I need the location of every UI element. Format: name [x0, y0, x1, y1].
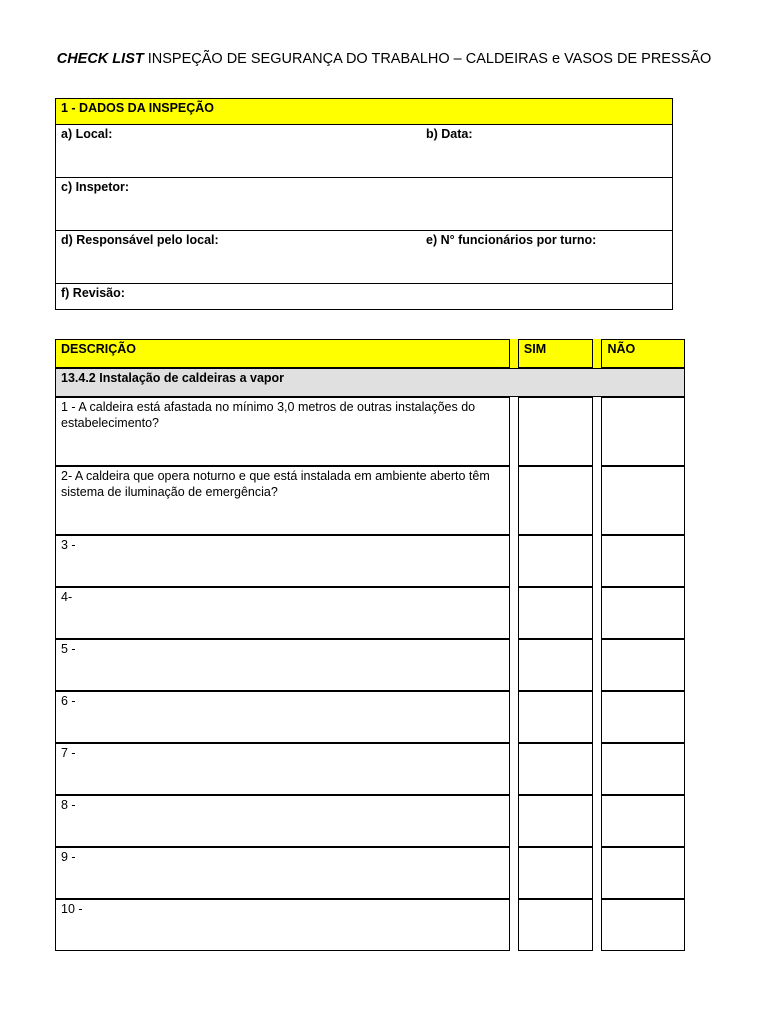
checklist-item: 7 -: [55, 743, 510, 795]
sim-cell[interactable]: [518, 397, 593, 466]
label-local: a) Local:: [61, 127, 113, 141]
nao-cell[interactable]: [601, 743, 685, 795]
checklist-table: [55, 339, 685, 951]
title-italic: CHECK LIST: [56, 51, 144, 67]
checklist-item: 6 -: [55, 691, 510, 743]
sim-cell[interactable]: [518, 899, 593, 951]
nao-cell[interactable]: [601, 847, 685, 899]
sim-cell[interactable]: [518, 466, 593, 535]
field-local[interactable]: [56, 125, 422, 178]
sim-cell[interactable]: [518, 535, 593, 587]
sim-cell[interactable]: [518, 847, 593, 899]
sim-cell[interactable]: [518, 639, 593, 691]
checklist-item: 8 -: [55, 795, 510, 847]
nao-cell[interactable]: [601, 587, 685, 639]
field-funcionarios[interactable]: [421, 231, 673, 284]
checklist-item: 1 - A caldeira está afastada no mínimo 3,0 metros de outras instalações do estabelecimento?: [55, 397, 510, 466]
title-text: INSPEÇÃO DE SEGURANÇA DO TRABALHO – CALDEIRAS e VASOS DE PRESSÃO: [147, 51, 712, 67]
sim-cell[interactable]: [518, 587, 593, 639]
label-funcionarios: e) N° funcionários por turno:: [426, 233, 597, 247]
section1-header: 1 - DADOS DA INSPEÇÃO: [56, 99, 673, 125]
field-inspetor[interactable]: [56, 178, 673, 231]
checklist-item: 4-: [55, 587, 510, 639]
nao-cell[interactable]: [601, 535, 685, 587]
sim-cell[interactable]: [518, 743, 593, 795]
checklist-item: 9 -: [55, 847, 510, 899]
inspection-data-table: [55, 98, 673, 310]
nao-cell[interactable]: [601, 466, 685, 535]
label-revisao: f) Revisão:: [61, 286, 125, 300]
col-header-sim: SIM: [518, 339, 593, 368]
subsection-header: 13.4.2 Instalação de caldeiras a vapor: [55, 368, 685, 397]
nao-cell[interactable]: [601, 899, 685, 951]
label-data: b) Data:: [426, 127, 473, 141]
nao-cell[interactable]: [601, 691, 685, 743]
checklist-item: 2- A caldeira que opera noturno e que está instalada em ambiente aberto têm sistema de iluminação de emergência?: [55, 466, 510, 535]
field-data[interactable]: [421, 125, 673, 178]
nao-cell[interactable]: [601, 397, 685, 466]
nao-cell[interactable]: [601, 639, 685, 691]
nao-cell[interactable]: [601, 795, 685, 847]
label-inspetor: c) Inspetor:: [61, 180, 130, 194]
checklist-item: 3 -: [55, 535, 510, 587]
label-responsavel: d) Responsável pelo local:: [61, 233, 219, 247]
document-title: [40, 50, 728, 68]
col-header-descricao: DESCRIÇÃO: [55, 339, 510, 368]
col-header-nao: NÃO: [601, 339, 685, 368]
checklist-item: 10 -: [55, 899, 510, 951]
sim-cell[interactable]: [518, 691, 593, 743]
field-revisao[interactable]: [56, 284, 673, 310]
sim-cell[interactable]: [518, 795, 593, 847]
checklist-item: 5 -: [55, 639, 510, 691]
field-responsavel[interactable]: [56, 231, 422, 284]
